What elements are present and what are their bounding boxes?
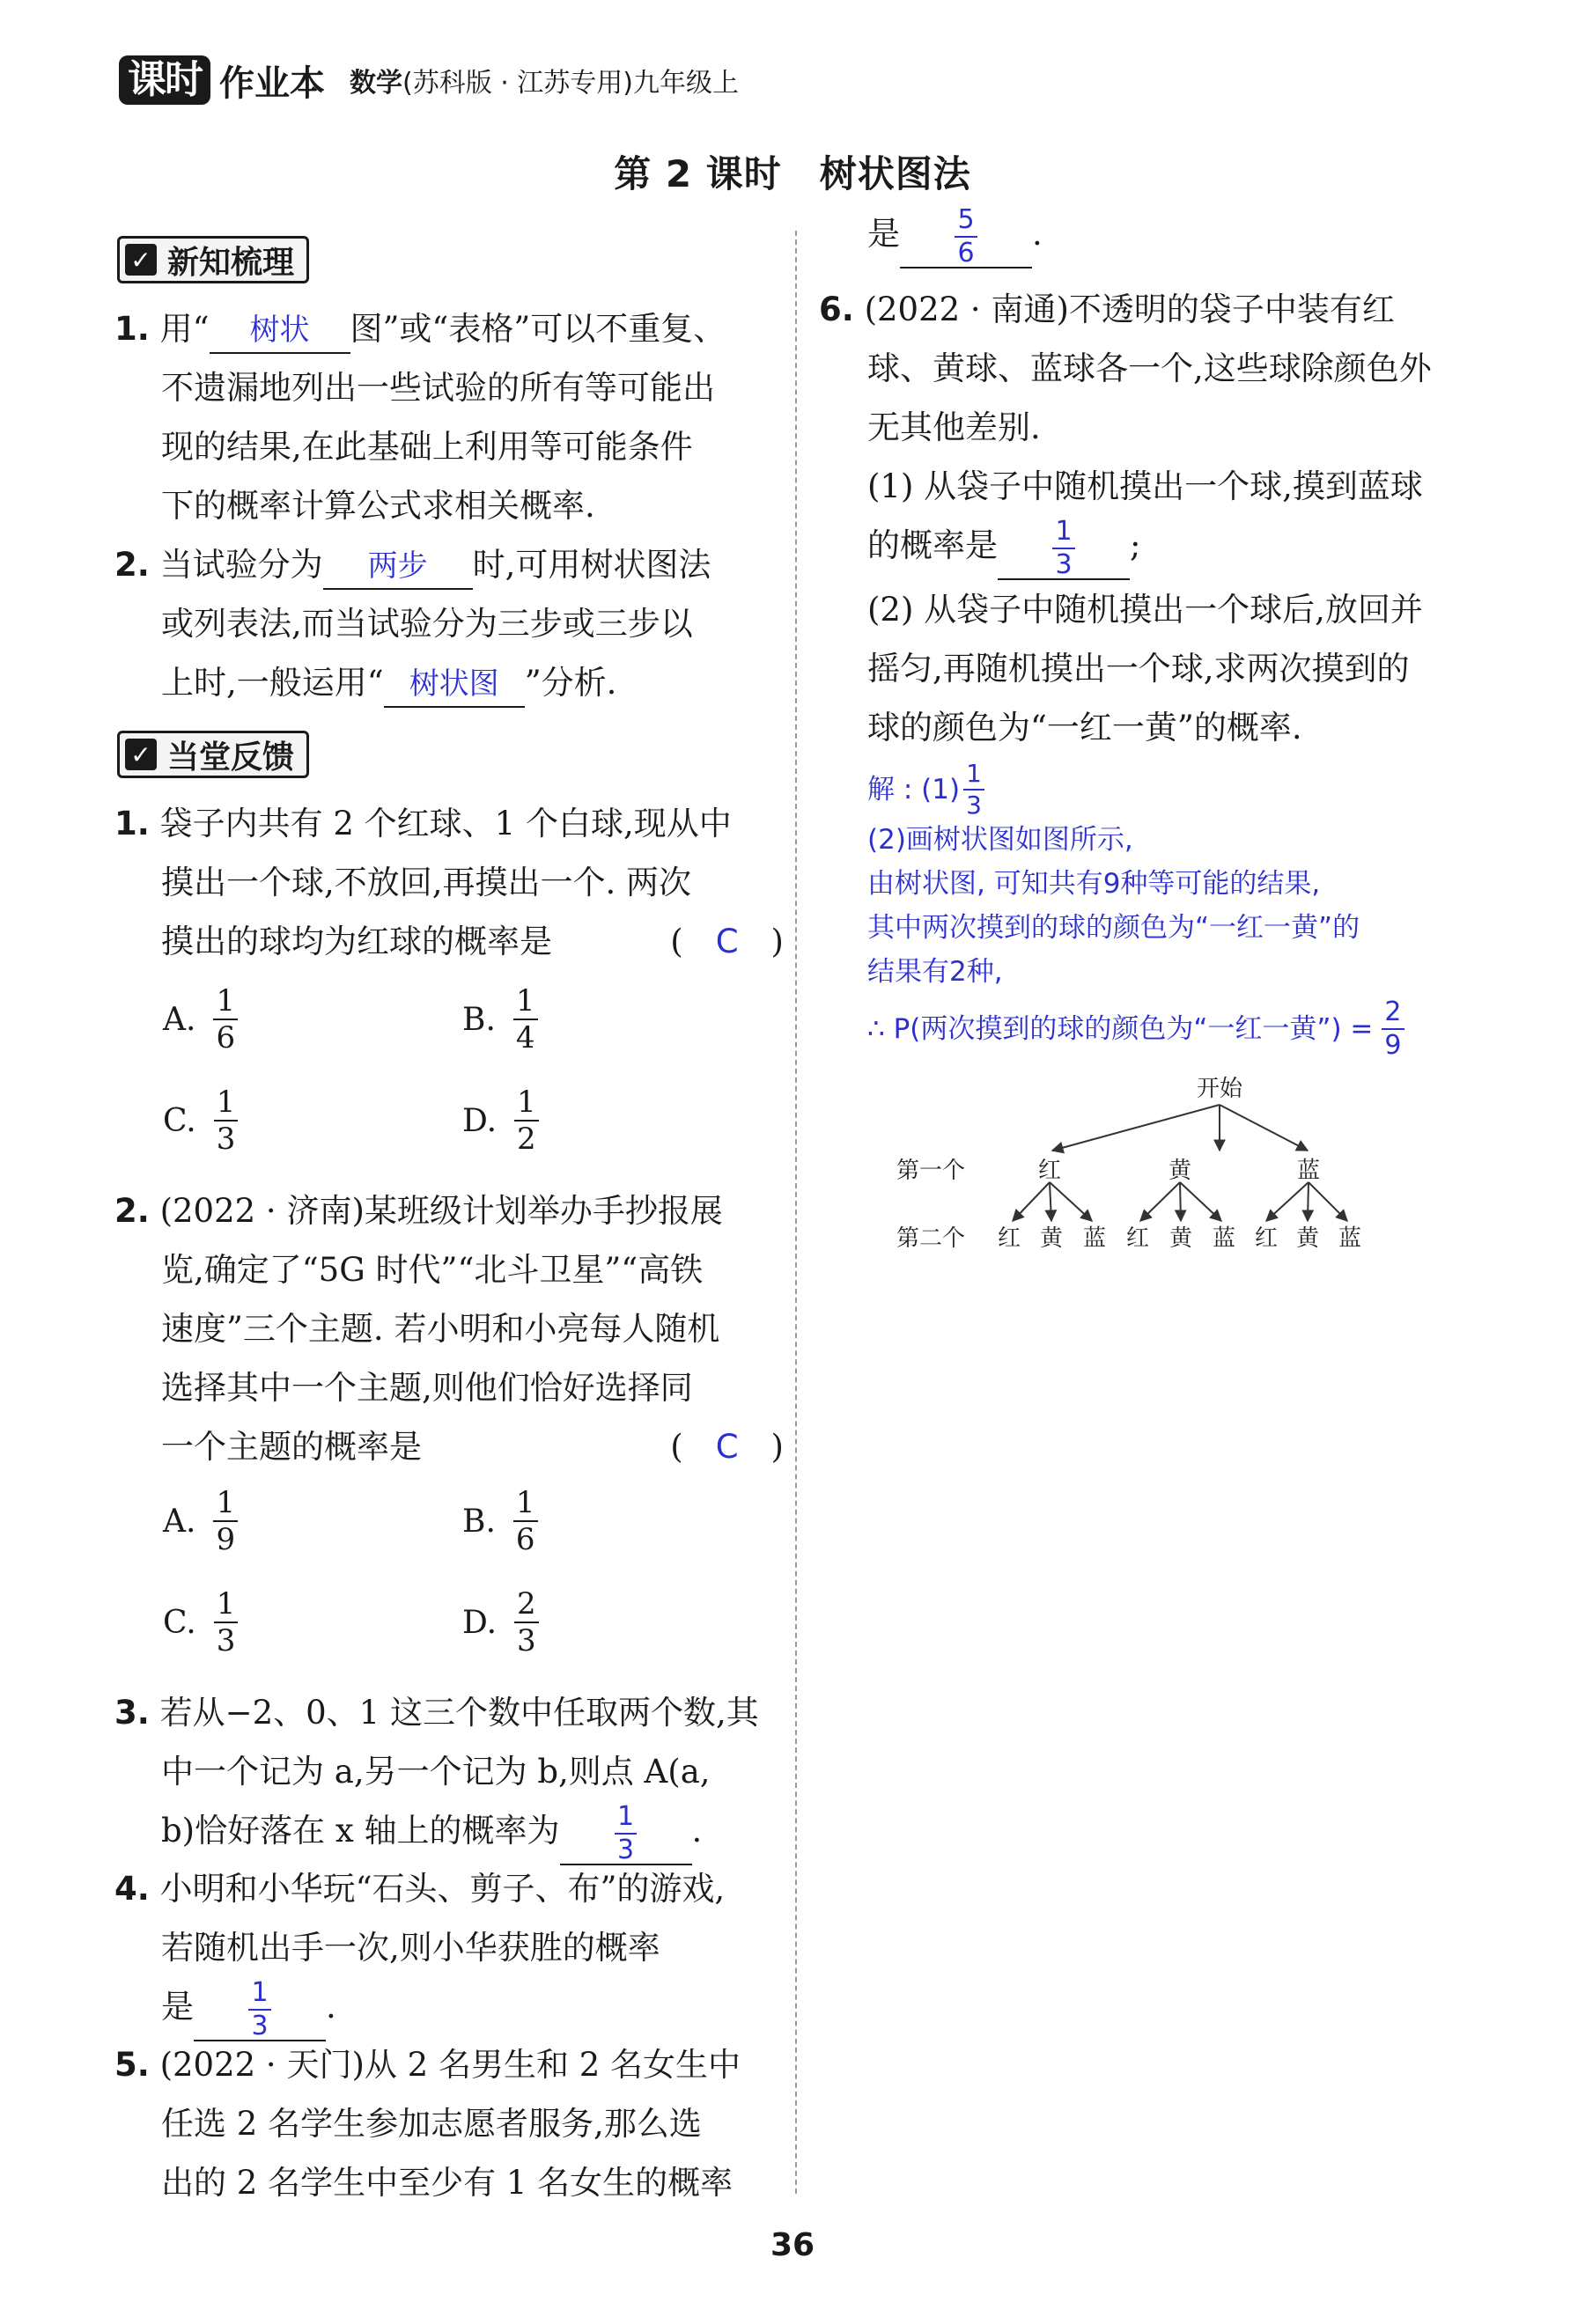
text: (2022 · 天门)从 2 名男生和 2 名女生中 — [159, 2046, 741, 2084]
tree-node: 蓝 — [1296, 1158, 1321, 1184]
option-label: D. — [462, 1102, 498, 1139]
tree-leaf: 红 — [997, 1225, 1021, 1252]
denominator: 2 — [517, 1122, 536, 1157]
text: ∴ P(两次摸到的球的颜色为“一红一黄”) = — [867, 1013, 1374, 1045]
handwritten-answer: 树状图 — [409, 666, 499, 702]
question-4: 4. 小明和小华玩“石头、剪子、布”的游戏, 若随机出手一次,则小华获胜的概率 是 $\frac{1}{3}$ . — [114, 1859, 784, 2041]
item-number: 2. — [114, 546, 150, 584]
tree-row2-label: 第二个 — [896, 1225, 966, 1252]
text: 当试验分为 — [159, 546, 323, 584]
header-brand — [119, 55, 739, 106]
checkbox-icon: ✓ — [125, 739, 157, 770]
text: 用“ — [159, 310, 210, 348]
text: 下的概率计算公式求相关概率. — [161, 487, 595, 525]
denominator: 6 — [957, 237, 975, 268]
option-c — [163, 1085, 238, 1157]
option-b — [462, 1485, 538, 1557]
handwritten-answer: 两步 — [367, 548, 428, 584]
tree-leaf: 红 — [1254, 1225, 1279, 1252]
tree-diagram — [881, 1070, 1409, 1268]
option-label: D. — [462, 1604, 498, 1641]
text: (2) 从袋子中随机摸出一个球后,放回并 — [867, 590, 1423, 629]
tree-node: 黄 — [1168, 1158, 1192, 1184]
option-d — [462, 1586, 539, 1658]
text: 球、黄球、蓝球各一个,这些球除颜色外 — [867, 349, 1432, 387]
numerator: 1 — [513, 986, 538, 1020]
tree-leaf: 黄 — [1168, 1225, 1193, 1252]
section-title: 当堂反馈 — [167, 739, 295, 776]
tree-leaf: 红 — [1125, 1225, 1150, 1252]
tree-node: 红 — [1037, 1158, 1062, 1184]
text: 摸出一个球,不放回,再摸出一个. 两次 — [161, 864, 692, 901]
book-logo: 课时 — [119, 55, 210, 105]
numerator: 1 — [514, 1087, 539, 1122]
knowledge-item-1 — [114, 299, 784, 535]
answer-blank — [194, 1976, 326, 2041]
text: 现的结果,在此基础上利用等可能条件 — [161, 428, 693, 466]
subject: 数学 — [350, 68, 402, 99]
denominator: 4 — [515, 1020, 535, 1055]
option-label: B. — [462, 1503, 496, 1540]
item-number: 3. — [114, 1694, 150, 1732]
text: (2022 · 南通)不透明的袋子中装有红 — [864, 290, 1395, 328]
tree-leaf: 黄 — [1039, 1225, 1064, 1252]
tree-leaf: 蓝 — [1082, 1225, 1107, 1252]
tree-row1-label: 第一个 — [896, 1158, 966, 1184]
text: 球的颜色为“一红一黄”的概率. — [867, 708, 1302, 746]
answer-blank — [560, 1800, 692, 1865]
option-d — [462, 1085, 539, 1157]
denominator: 9 — [216, 1522, 236, 1557]
text: 无其他差别. — [867, 408, 1041, 446]
knowledge-item-2 — [114, 535, 784, 712]
numerator: 1 — [214, 1087, 239, 1122]
text: 解 : (1) — [867, 774, 961, 805]
item-number: 5. — [114, 2046, 150, 2084]
option-a — [163, 1485, 238, 1557]
question-1 — [114, 794, 784, 971]
text: ”分析. — [524, 664, 617, 702]
question-2 — [114, 1181, 784, 1476]
section-new-knowledge — [117, 236, 309, 283]
item-number: 6. — [819, 290, 854, 328]
denominator: 3 — [251, 2010, 269, 2041]
text: 不遗漏地列出一些试验的所有等可能出 — [161, 369, 715, 407]
item-number: 1. — [114, 310, 150, 348]
denominator: 9 — [1384, 1030, 1402, 1061]
denominator: 6 — [515, 1522, 535, 1557]
numerator: 1 — [963, 761, 984, 791]
column-divider — [795, 231, 797, 2194]
tree-root: 开始 — [1196, 1076, 1243, 1102]
answer-blank — [900, 203, 1032, 268]
text: 中一个记为 a,另一个记为 b,则点 A(a, — [161, 1753, 711, 1791]
subject-line — [350, 61, 739, 99]
option-label: A. — [163, 1001, 196, 1038]
tree-leaf: 蓝 — [1338, 1225, 1362, 1252]
handwritten-answer: C — [715, 923, 739, 960]
question-5-continued: 是 $\frac{5}{6}$ . — [867, 203, 1043, 268]
item-number: 1. — [114, 805, 150, 842]
text: 任选 2 名学生参加志愿者服务,那么选 — [161, 2105, 702, 2143]
numerator: 1 — [213, 1488, 238, 1522]
text: 速度”三个主题. 若小明和小亮每人随机 — [161, 1310, 720, 1348]
text: 上时,一般运用“ — [161, 664, 384, 702]
numerator: 2 — [1382, 999, 1404, 1030]
option-label: C. — [163, 1604, 196, 1641]
text: 结果有2种, — [867, 956, 1003, 988]
option-a — [163, 983, 238, 1055]
answer-bracket: ( C ) — [670, 923, 784, 960]
text: 的概率是 — [867, 526, 998, 564]
solution — [867, 761, 1501, 1059]
section-title: 新知梳理 — [167, 244, 295, 281]
text: (2)画树状图如图所示, — [867, 824, 1133, 856]
numerator: 1 — [513, 1488, 538, 1522]
text: 选择其中一个主题,则他们恰好选择同 — [161, 1369, 693, 1407]
text: 其中两次摸到的球的颜色为“一红一黄”的 — [867, 912, 1360, 944]
text: 是 — [161, 1988, 194, 2026]
denominator: 3 — [616, 1834, 635, 1865]
question-5 — [114, 2035, 784, 2212]
handwritten-answer: 树状 — [249, 313, 310, 348]
numerator: 5 — [955, 207, 977, 238]
text: 摇匀,再随机摸出一个球,求两次摸到的 — [867, 649, 1410, 688]
option-c — [163, 1586, 238, 1658]
denominator: 3 — [1055, 548, 1073, 580]
text: 一个主题的概率是 — [161, 1428, 422, 1466]
numerator: 1 — [615, 1804, 637, 1835]
page-number: 36 — [770, 2227, 815, 2263]
lesson-title: 第 2 课时 树状图法 — [614, 152, 971, 195]
numerator: 2 — [514, 1589, 539, 1623]
denominator: 3 — [517, 1623, 536, 1658]
text: 小明和小华玩“石头、剪子、布”的游戏, — [159, 1870, 726, 1908]
option-label: A. — [163, 1503, 196, 1540]
text: 览,确定了“5G 时代”“北斗卫星”“高铁 — [161, 1251, 704, 1289]
answer-blank — [998, 515, 1130, 580]
text: 图”或“表格”可以不重复、 — [350, 310, 726, 348]
answer-blank — [210, 307, 350, 354]
checkbox-icon: ✓ — [125, 244, 157, 276]
answer-blank — [384, 661, 525, 708]
question-3: 3. 若从−2、0、1 这三个数中任取两个数,其 中一个记为 a,另一个记为 b,则点 A(a, b)恰好落在 x 轴上的概率为 $\frac{1}{3}$ . — [114, 1683, 784, 1865]
handwritten-answer: C — [715, 1428, 739, 1466]
section-feedback — [117, 731, 309, 778]
denominator: 6 — [216, 1020, 236, 1055]
item-number: 4. — [114, 1870, 150, 1908]
tree-leaf: 蓝 — [1212, 1225, 1236, 1252]
text: b)恰好落在 x 轴上的概率为 — [161, 1812, 560, 1850]
text: 出的 2 名学生中至少有 1 名女生的概率 — [161, 2164, 734, 2202]
denominator: 3 — [216, 1623, 236, 1658]
edition: (苏科版 · 江苏专用)九年级上 — [402, 68, 740, 99]
text: 若从−2、0、1 这三个数中任取两个数,其 — [159, 1694, 759, 1732]
text: 若随机出手一次,则小华获胜的概率 — [161, 1929, 660, 1967]
numerator: 1 — [248, 1980, 270, 2011]
answer-bracket: ( C ) — [670, 1428, 784, 1466]
book-name: 作业本 — [219, 63, 325, 104]
item-number: 2. — [114, 1192, 150, 1230]
numerator: 1 — [214, 1589, 239, 1623]
tree-leaf: 黄 — [1295, 1225, 1320, 1252]
text: 摸出的球均为红球的概率是 — [161, 923, 552, 960]
numerator: 1 — [213, 986, 238, 1020]
option-label: C. — [163, 1102, 196, 1139]
option-b — [462, 983, 538, 1055]
question-6: 6. (2022 · 南通)不透明的袋子中装有红 球、黄球、蓝球各一个,这些球除颜色外 无其他差别. (1) 从袋子中随机摸出一个球,摸到蓝球 的概率是 $\frac{1}{3}$ ; (2) 从袋子中随机摸出一个球后,放回并 摇匀,再随机摸出一个球,求两次摸到的 球的颜色为“一红一黄”的概率. — [819, 280, 1488, 757]
option-label: B. — [462, 1001, 496, 1038]
answer-blank — [323, 543, 473, 590]
denominator: 3 — [966, 791, 982, 820]
numerator: 1 — [1052, 518, 1074, 549]
text: 由树状图, 可知共有9种等可能的结果, — [867, 868, 1321, 900]
text: 时,可用树状图法 — [472, 546, 711, 584]
text: (1) 从袋子中随机摸出一个球,摸到蓝球 — [867, 467, 1423, 505]
text: 袋子内共有 2 个红球、1 个白球,现从中 — [159, 805, 732, 842]
denominator: 3 — [216, 1122, 236, 1157]
text: (2022 · 济南)某班级计划举办手抄报展 — [159, 1192, 723, 1230]
text: 是 — [867, 215, 900, 253]
text: 或列表法,而当试验分为三步或三步以 — [161, 605, 693, 643]
